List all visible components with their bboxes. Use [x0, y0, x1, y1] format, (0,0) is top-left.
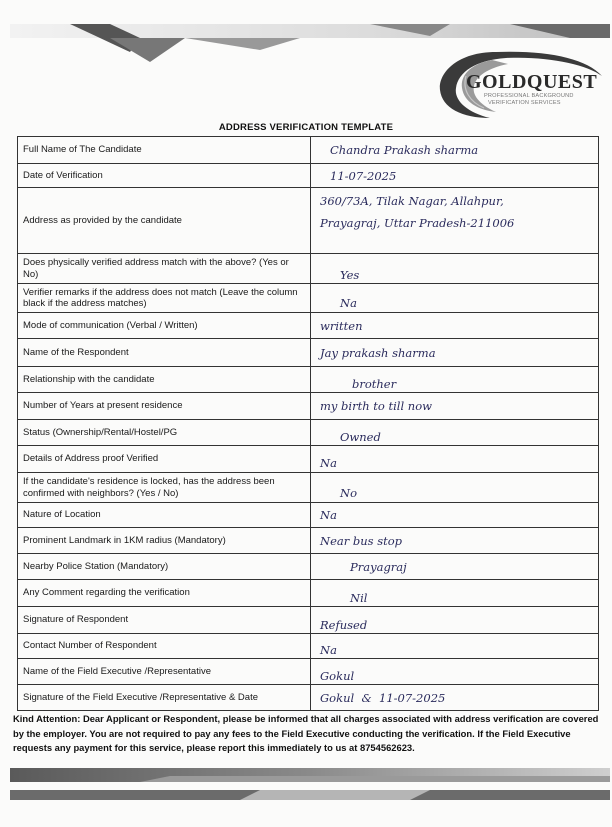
document-title: ADDRESS VERIFICATION TEMPLATE: [218, 122, 394, 133]
table-row: [18, 137, 599, 164]
table-row: [18, 528, 599, 554]
verification-table: [17, 136, 599, 711]
handwritten-value: my birth to till now: [320, 399, 432, 413]
table-row: [18, 188, 599, 254]
field-value: [311, 313, 599, 339]
field-value: [311, 634, 599, 659]
logo-wordmark: GOLDQUEST: [466, 71, 598, 93]
field-label: Date of Verification: [18, 164, 311, 188]
bottom-decorative-banner: [10, 768, 610, 802]
handwritten-value-line-1: 360/73A, Tilak Nagar, Allahpur,: [320, 194, 504, 208]
field-label: Name of the Field Executive /Representative: [18, 659, 311, 685]
field-value: [311, 503, 599, 528]
field-label: Mode of communication (Verbal / Written): [18, 313, 311, 339]
table-row: [18, 607, 599, 634]
field-label: Number of Years at present residence: [18, 393, 311, 420]
field-value: [311, 254, 599, 284]
table-row: [18, 503, 599, 528]
field-value: [311, 580, 599, 607]
table-row: [18, 659, 599, 685]
logo-tagline-2: VERIFICATION SERVICES: [488, 100, 561, 106]
field-label: Relationship with the candidate: [18, 367, 311, 393]
table-row: [18, 634, 599, 659]
field-label: Name of the Respondent: [18, 339, 311, 367]
table-row: [18, 420, 599, 446]
field-value: [311, 607, 599, 634]
handwritten-value: Na: [340, 296, 357, 310]
field-label: Prominent Landmark in 1KM radius (Mandatory): [18, 528, 311, 554]
handwritten-value: Near bus stop: [320, 533, 403, 548]
table-row: [18, 313, 599, 339]
field-value: [311, 659, 599, 685]
table-row: [18, 446, 599, 473]
handwritten-value: Prayagraj: [350, 559, 407, 574]
field-value: [311, 284, 599, 313]
handwritten-value: written: [320, 318, 363, 333]
field-value: [311, 685, 599, 711]
handwritten-value: Refused: [320, 618, 368, 632]
field-label: Verifier remarks if the address does not match (Leave the column black if the address matches): [18, 284, 311, 313]
field-value: [311, 554, 599, 580]
table-row: [18, 580, 599, 607]
field-label: Any Comment regarding the verification: [18, 580, 311, 607]
field-label: Nearby Police Station (Mandatory): [18, 554, 311, 580]
field-label: Full Name of The Candidate: [18, 137, 311, 164]
table-row: [18, 393, 599, 420]
handwritten-value: Na: [320, 643, 337, 657]
handwritten-value: Yes: [340, 268, 360, 282]
field-value: [311, 164, 599, 188]
handwritten-value: Jay prakash sharma: [320, 345, 436, 360]
field-label: Nature of Location: [18, 503, 311, 528]
handwritten-value: Owned: [340, 430, 381, 444]
field-label: Signature of Respondent: [18, 607, 311, 634]
handwritten-signature-and-date: Gokul & 11-07-2025: [320, 690, 446, 705]
field-value: [311, 188, 599, 254]
field-value: [311, 473, 599, 503]
handwritten-value: Na: [320, 508, 337, 522]
table-row: [18, 473, 599, 503]
field-label: Address as provided by the candidate: [18, 188, 311, 254]
field-label: Status (Ownership/Rental/Hostel/PG: [18, 420, 311, 446]
field-value: [311, 339, 599, 367]
table-row: [18, 367, 599, 393]
handwritten-value: Gokul: [320, 669, 355, 683]
field-value: [311, 446, 599, 473]
field-value: [311, 393, 599, 420]
field-value: [311, 528, 599, 554]
kind-attention-notice: [13, 712, 603, 756]
notice-lead: Kind Attention:: [13, 713, 81, 724]
field-value: [311, 420, 599, 446]
table-row: [18, 164, 599, 188]
field-label: Details of Address proof Verified: [18, 446, 311, 473]
handwritten-value: Chandra Prakash sharma: [330, 143, 479, 157]
field-value: [311, 367, 599, 393]
field-label: If the candidate's residence is locked, has the address been confirmed with neighbors? (Yes / No): [18, 473, 311, 503]
handwritten-value: brother: [352, 377, 397, 391]
handwritten-value: 11-07-2025: [330, 168, 397, 183]
table-row: [18, 685, 599, 711]
handwritten-value-line-2: Prayagraj, Uttar Pradesh-211006: [320, 216, 515, 230]
field-label: Does physically verified address match with the above? (Yes or No): [18, 254, 311, 284]
notice-text: Dear Applicant or Respondent, please be informed that all charges associated with address verification are covered by the employer. You are not required to pay any fees to the Field Executive conducting the verification. If the Field Executive requests any payment for this service, please report this immediately to us at 8754562623.: [13, 713, 599, 753]
handwritten-value: No: [340, 486, 357, 500]
table-row: [18, 284, 599, 313]
handwritten-value: Nil: [350, 591, 368, 605]
field-value: [311, 137, 599, 164]
table-row: [18, 254, 599, 284]
handwritten-value: Na: [320, 456, 337, 470]
field-label: Signature of the Field Executive /Representative & Date: [18, 685, 311, 711]
field-label: Contact Number of Respondent: [18, 634, 311, 659]
table-row: [18, 339, 599, 367]
logo-tagline-1: PROFESSIONAL BACKGROUND: [484, 93, 574, 99]
table-row: [18, 554, 599, 580]
